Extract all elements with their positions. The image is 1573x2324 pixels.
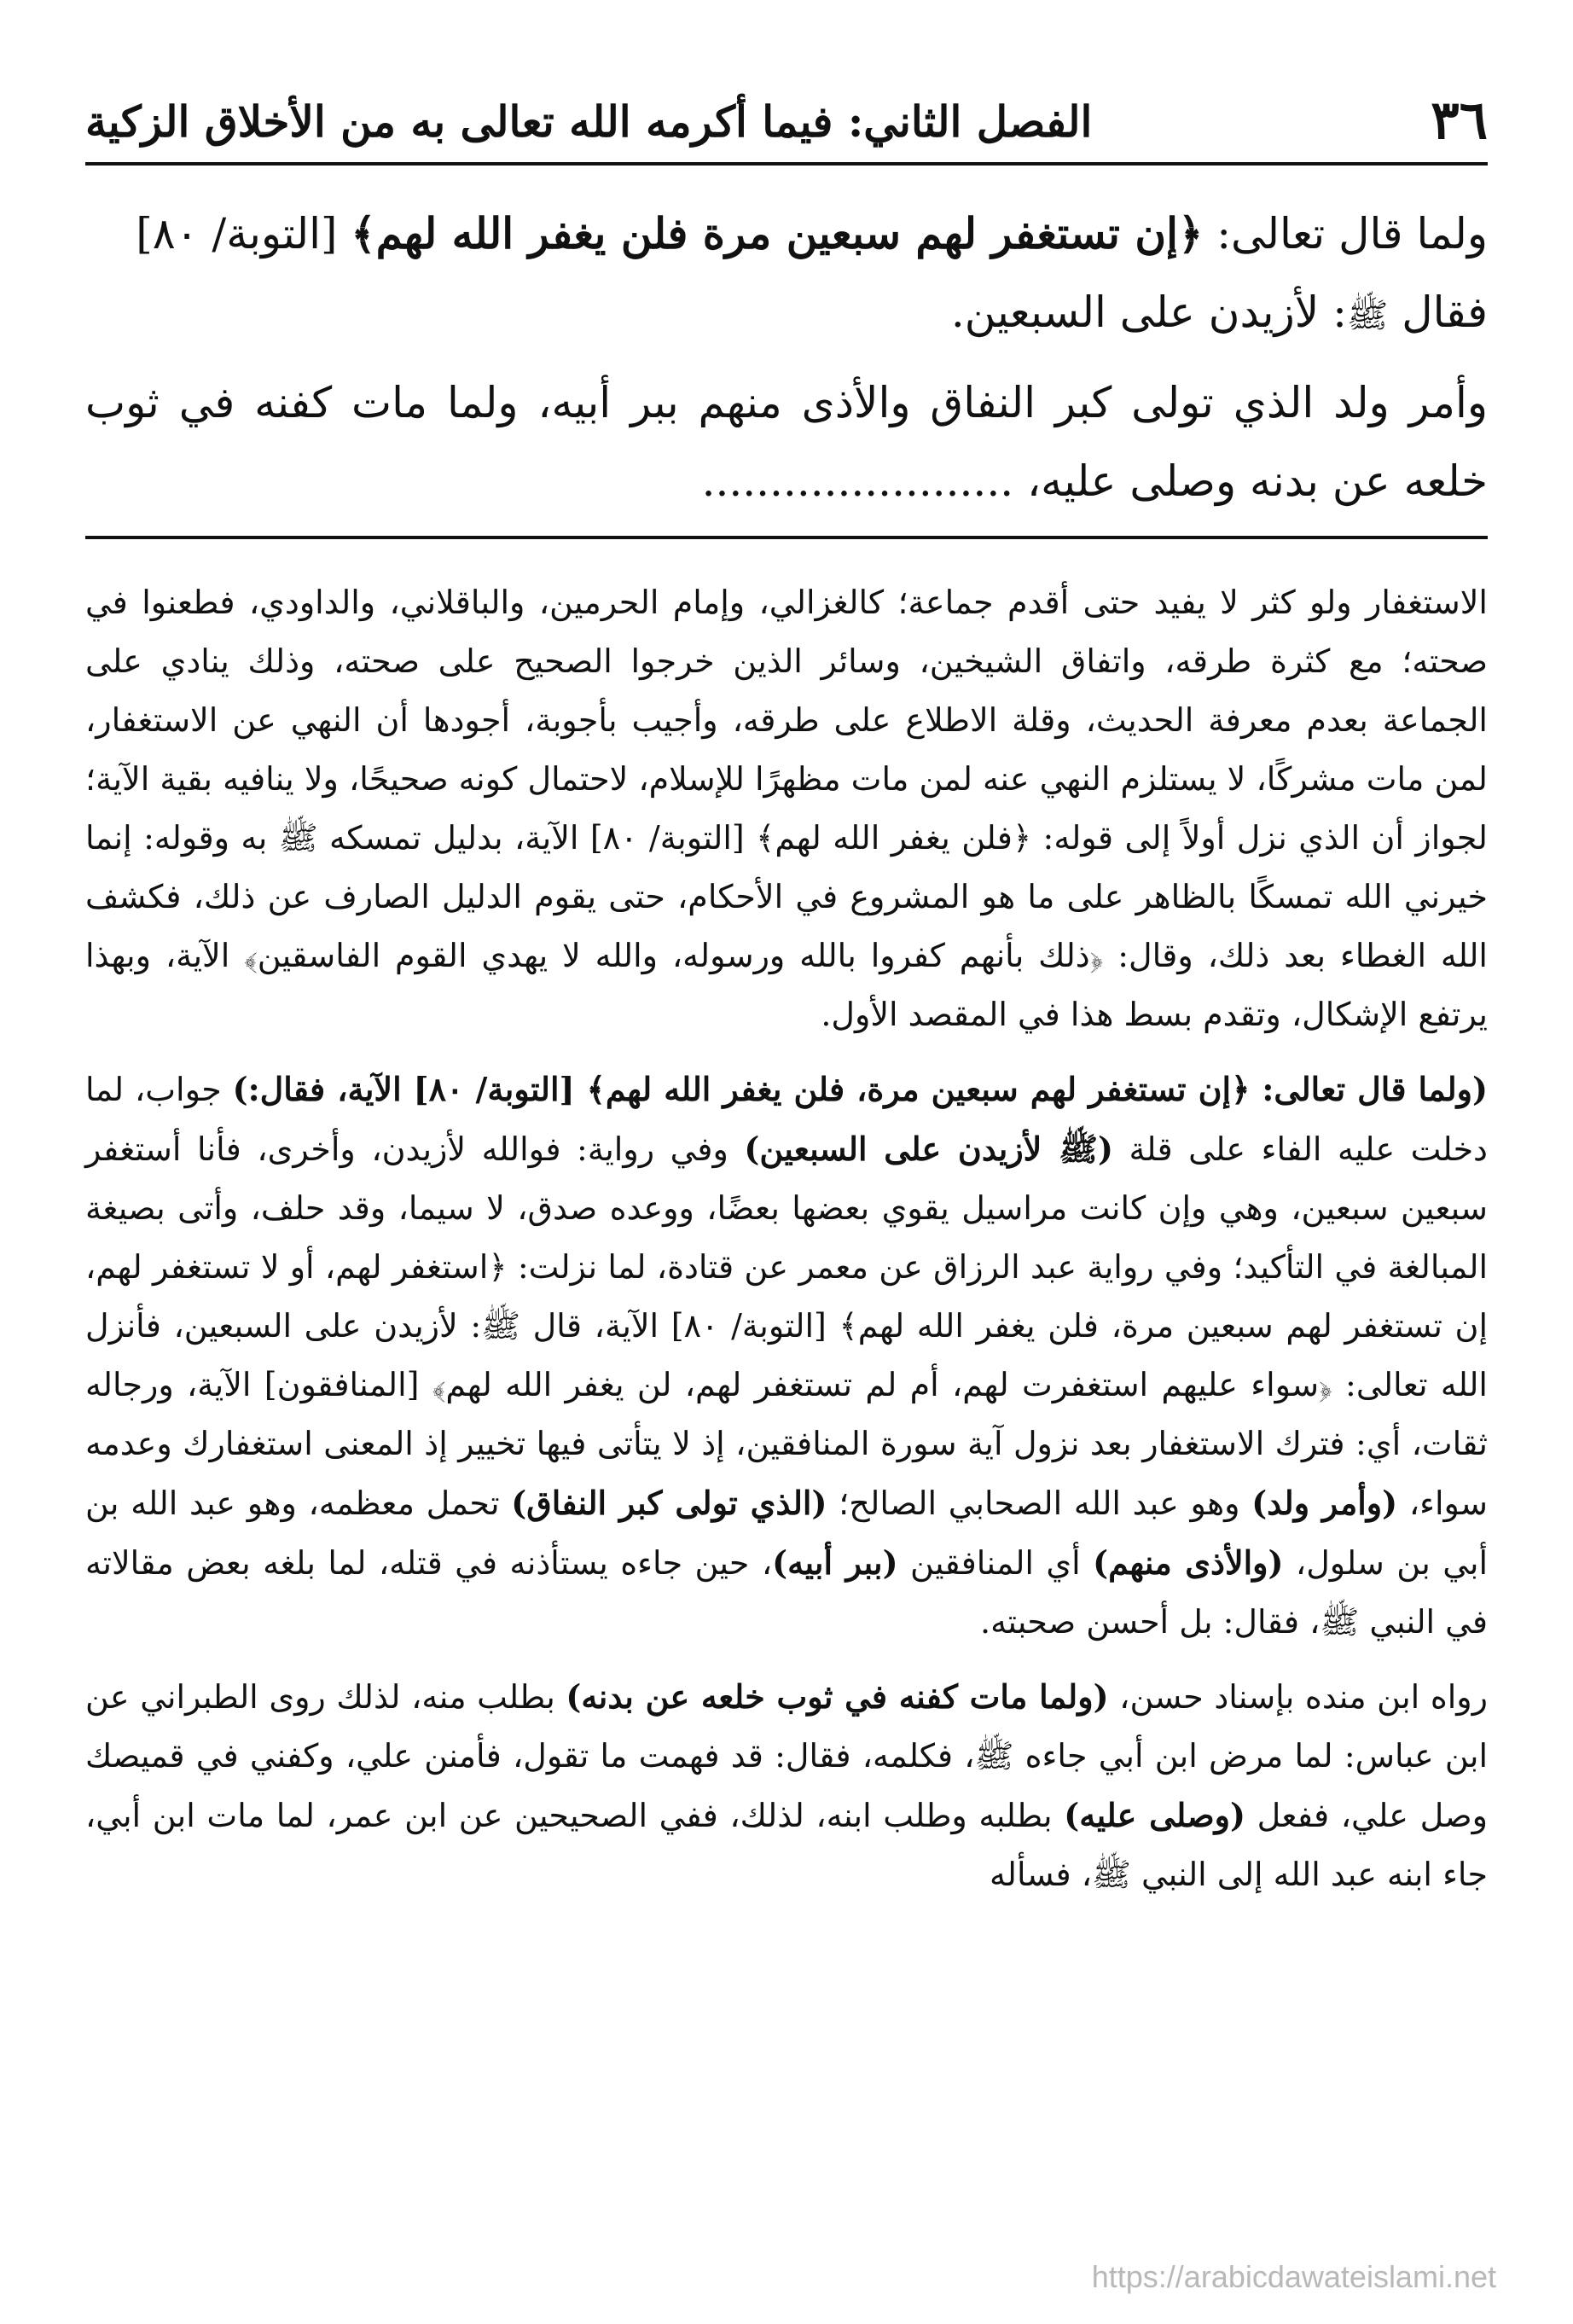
quoted-matn: (ولما قال تعالى: ﴿إن تستغفر لهم سبعين مرة، فلن يغفر الله لهم﴾ [التوبة/ ٨٠] الآية، فقال:) bbox=[232, 1070, 1489, 1108]
page-header bbox=[85, 77, 1488, 166]
main-text-paragraph-1 bbox=[85, 195, 1488, 355]
quoted-matn: (ببر أبيه) bbox=[772, 1543, 898, 1582]
quoted-matn: (ولما مات كفنه في ثوب خلعه عن بدنه) bbox=[566, 1677, 1109, 1716]
main-text-fa-qala: فقال bbox=[1388, 288, 1488, 337]
salawat-ligature: ﷺ bbox=[1347, 296, 1389, 335]
commentary-text-span: رواه ابن منده بإسناد حسن، bbox=[1108, 1678, 1488, 1716]
commentary-paragraph-1: الاستغفار ولو كثر لا يفيد حتى أقدم جماعة؛ كالغزالي، وإمام الحرمين، والباقلاني، والداودي، فطعنوا في صحته؛ مع كثرة طرقه، واتفاق الشيخين، وسائر الذين خرجوا الصحيح على صحته، وذلك ينادي على الجماعة بعدم معرفة الحديث، وقلة الاطلاع على طرقه، وأجيب بأجوبة، أجودها أن النهي عن الاستغفار، لمن مات مشركًا، لا يستلزم النهي عنه لمن مات مظهرًا للإسلام، لاحتمال كونه صحيحًا، ولا ينافيه بقية الآية؛ لجواز أن الذي نزل أولاً إلى قوله: ﴿فلن يغفر الله لهم﴾ [التوبة/ ٨٠] الآية، بدليل تمسكه ﷺ به وقوله: إنما خيرني الله تمسكًا بالظاهر على ما هو المشروع في الأحكام، حتى يقوم الدليل الصارف عن ذلك، فكشف الله الغطاء بعد ذلك، وقال: ﴿ذلك بأنهم كفروا بالله ورسوله، والله لا يهدي القوم الفاسقين﴾ الآية، وبهذا يرتفع الإشكال، وتقدم بسط هذا في المقصد الأول. bbox=[85, 584, 1489, 1033]
commentary-paragraph-2 bbox=[85, 1060, 1488, 1652]
commentary-text-span: ، حين جاءه يستأذنه في قتله، لما بلغه بعض مقالاته في النبي ﷺ، فقال: بل أحسن صحبته. bbox=[85, 1544, 1488, 1641]
commentary-text-span: جواب، لما دخلت عليه الفاء على قلة bbox=[85, 1071, 1488, 1168]
quoted-matn: (ﷺ لأزيدن على السبعين) bbox=[744, 1130, 1113, 1168]
book-page bbox=[85, 77, 1488, 2295]
verse-reference: [التوبة/ ٨٠] bbox=[136, 209, 351, 259]
commentary-text-span: وهو عبد الله الصحابي الصالح؛ bbox=[827, 1484, 1252, 1522]
commentary-text-span: بطلبه وطلب ابنه، لذلك، ففي الصحيحين عن ابن عمر، لما مات ابن أبي، جاء ابنه عبد الله إلى النبي ﷺ، فسأله bbox=[85, 1797, 1488, 1893]
main-text-paragraph-2: وأمر ولد الذي تولى كبر النفاق والأذى منهم ببر أبيه، ولما مات كفنه في ثوب خلعه عن بدنه وصلى عليه، ....................... bbox=[85, 378, 1488, 506]
quran-verse: ﴿إن تستغفر لهم سبعين مرة فلن يغفر الله لهم﴾ bbox=[351, 208, 1204, 259]
quoted-matn: (الذي تولى كبر النفاق) bbox=[511, 1484, 827, 1522]
commentary-text-span: أي المنافقين bbox=[897, 1544, 1094, 1582]
quoted-matn: (والأذى منهم) bbox=[1093, 1543, 1284, 1582]
main-text bbox=[85, 195, 1488, 539]
page-number: ٣٦ bbox=[1431, 89, 1488, 151]
quoted-matn: (وصلى عليه) bbox=[1064, 1796, 1245, 1834]
commentary-text-span: تحمل معظمه، وهو عبد الله بن أبي بن سلول، bbox=[85, 1484, 1489, 1582]
running-title: الفصل الثاني: فيما أكرمه الله تعالى به من الأخلاق الزكية bbox=[85, 96, 1093, 147]
watermark-url: https://arabicdawateislami.net bbox=[1091, 2259, 1496, 2294]
commentary-paragraph-3 bbox=[85, 1667, 1488, 1904]
main-text-intro: ولما قال تعالى: bbox=[1203, 209, 1488, 259]
commentary-text bbox=[85, 573, 1488, 1904]
quoted-matn: (وأمر ولد) bbox=[1251, 1484, 1398, 1522]
commentary-text-span: بطلب منه، لذلك روى الطبراني عن ابن عباس: لما مرض ابن أبي جاءه ﷺ، فكلمه، فقال: قد فهمت ما تقول، فأمنن علي، وكفني في قميصك وصل علي، ففعل bbox=[85, 1678, 1488, 1834]
commentary-text-span: وفي رواية: فوالله لأزيدن، وأخرى، فأنا أستغفر سبعين سبعين، وهي وإن كانت مراسيل يقوي بعضها بعضًا، ووعده صدق، لا سيما، وقد حلف، وأتى بصيغة المبالغة في التأكيد؛ وفي رواية عبد الرزاق عن معمر عن قتادة، لما نزلت: ﴿استغفر لهم، أو لا تستغفر لهم، إن تستغفر لهم سبعين مرة، فلن يغفر الله لهم﴾ [التوبة/ ٨٠] الآية، قال ﷺ: لأزيدن على السبعين، فأنزل الله تعالى: ﴿سواء عليهم استغفرت لهم، أم لم تستغفر لهم، لن يغفر الله لهم﴾ [المنافقون] الآية، ورجاله ثقات، أي: فترك الاستغفار بعد نزول آية سورة المنافقين، إذ لا يتأتى فيها تخيير إذ المعنى استغفارك وعدمه سواء، bbox=[85, 1130, 1488, 1522]
main-text-hadith: : لأزيدن على السبعين. bbox=[950, 288, 1348, 337]
